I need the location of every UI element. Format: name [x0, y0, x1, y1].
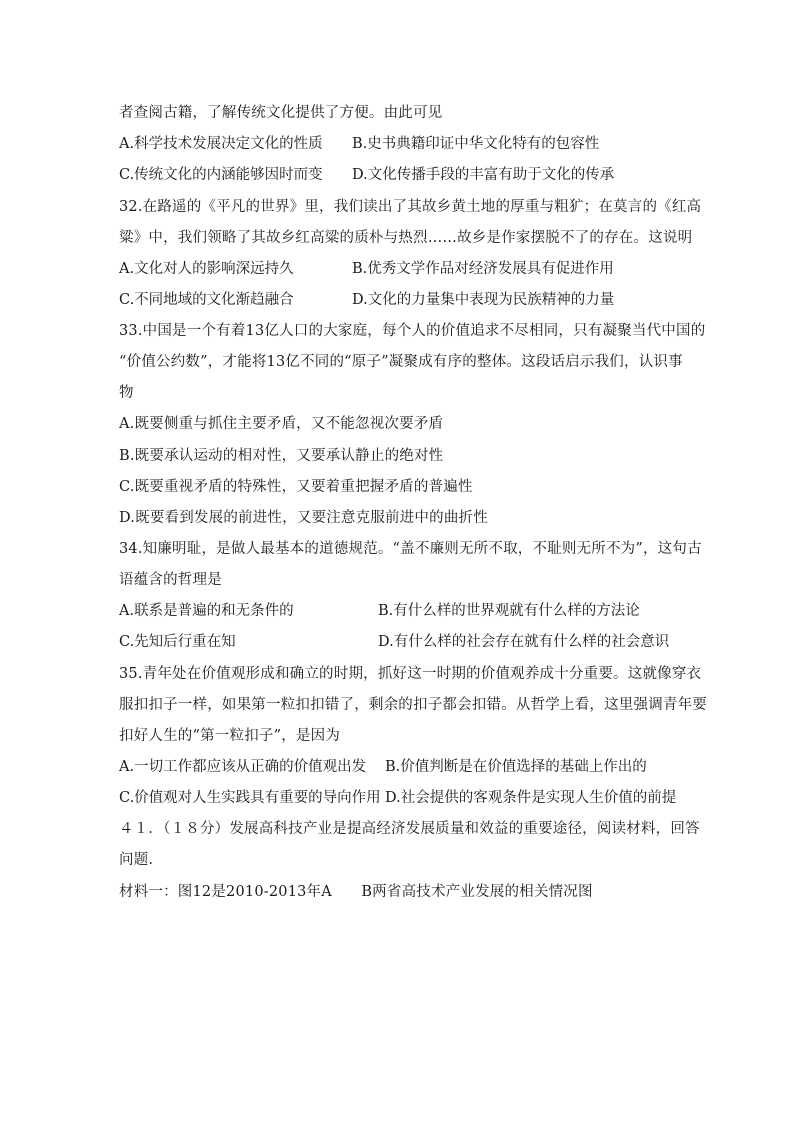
q33-stem-line-1: 33.中国是一个有着13亿人口的大家庭，每个人的价值追求不尽相同，只有凝聚当代中国的: [119, 323, 706, 339]
q33-stem-line-3: 物: [119, 385, 134, 401]
q33-option-c: C.既要重视矛盾的特殊性，又要着重把握矛盾的普遍性: [119, 479, 473, 495]
q34-stem-line-2: 语蕴含的哲理是: [119, 572, 222, 588]
q31-option-d: D.文化传播手段的丰富有助于文化的传承: [352, 167, 615, 183]
q31-option-a: A.科学技术发展决定文化的性质: [119, 136, 323, 152]
q31-option-c: C.传统文化的内涵能够因时而变: [119, 167, 323, 183]
material-one-caption: 材料一：图12是2010-2013年A B两省高技术产业发展的相关情况图: [119, 884, 593, 900]
q32-option-b: B.优秀文学作品对经济发展具有促进作用: [352, 261, 614, 277]
q35-stem-line-3: 扣好人生的“第一粒扣子”，是因为: [119, 728, 341, 744]
q33-option-d: D.既要看到发展的前进性，又要注意克服前进中的曲折性: [119, 510, 488, 526]
q34-option-a: A.联系是普遍的和无条件的: [119, 603, 294, 619]
q32-option-a: A.文化对人的影响深远持久: [119, 261, 294, 277]
q32-option-d: D.文化的力量集中表现为民族精神的力量: [352, 292, 615, 308]
q35-option-a: A.一切工作都应该从正确的价值观出发: [119, 759, 367, 775]
q33-stem-line-2: “价值公约数”，才能将13亿不同的“原子”凝聚成有序的整体。这段话启示我们，认识事: [119, 354, 683, 370]
q34-stem-line-1: 34.知廉明耻，是做人最基本的道德规范。“盖不廉则无所不取，不耻则无所不为”，这句古: [119, 541, 702, 557]
q34-option-b: B.有什么样的世界观就有什么样的方法论: [378, 603, 640, 619]
q32-option-c: C.不同地域的文化渐趋融合: [119, 292, 294, 308]
q41-stem-line-1: ４１．（１８分）发展高科技产业是提高经济发展质量和效益的重要途径，阅读材料，回答: [119, 821, 700, 837]
q35-option-c: C.价值观对人生实践具有重要的导向作用: [119, 790, 381, 806]
q35-stem-line-2: 服扣扣子一样，如果第一粒扣扣错了，剩余的扣子都会扣错。从哲学上看，这里强调青年要: [119, 697, 707, 713]
q35-option-d: D.社会提供的客观条件是实现人生价值的前提: [385, 790, 677, 806]
q32-stem-line-1: 32.在路遥的《平凡的世界》里，我们读出了其故乡黄土地的厚重与粗犷；在莫言的《红高: [119, 199, 702, 215]
q31-option-b: B.史书典籍印证中华文化特有的包容性: [352, 136, 600, 152]
q32-stem-line-2: 粱》中，我们领略了其故乡红高粱的质朴与热烈……故乡是作家摆脱不了的存在。这说明: [119, 230, 693, 246]
q35-stem-line-1: 35.青年处在价值观形成和确立的时期，抓好这一时期的价值观养成十分重要。这就像穿衣: [119, 666, 702, 682]
q31-stem-tail: 者查阅古籍，了解传统文化提供了方便。由此可见: [119, 105, 443, 121]
q33-option-a: A.既要侧重与抓住主要矛盾，又不能忽视次要矛盾: [119, 416, 444, 432]
q41-stem-line-2: 问题.: [119, 852, 154, 868]
q33-option-b: B.既要承认运动的相对性，又要承认静止的绝对性: [119, 448, 444, 464]
q34-option-c: C.先知后行重在知: [119, 634, 236, 650]
q35-option-b: B.价值判断是在价值选择的基础上作出的: [385, 759, 647, 775]
q34-option-d: D.有什么样的社会存在就有什么样的社会意识: [378, 634, 670, 650]
